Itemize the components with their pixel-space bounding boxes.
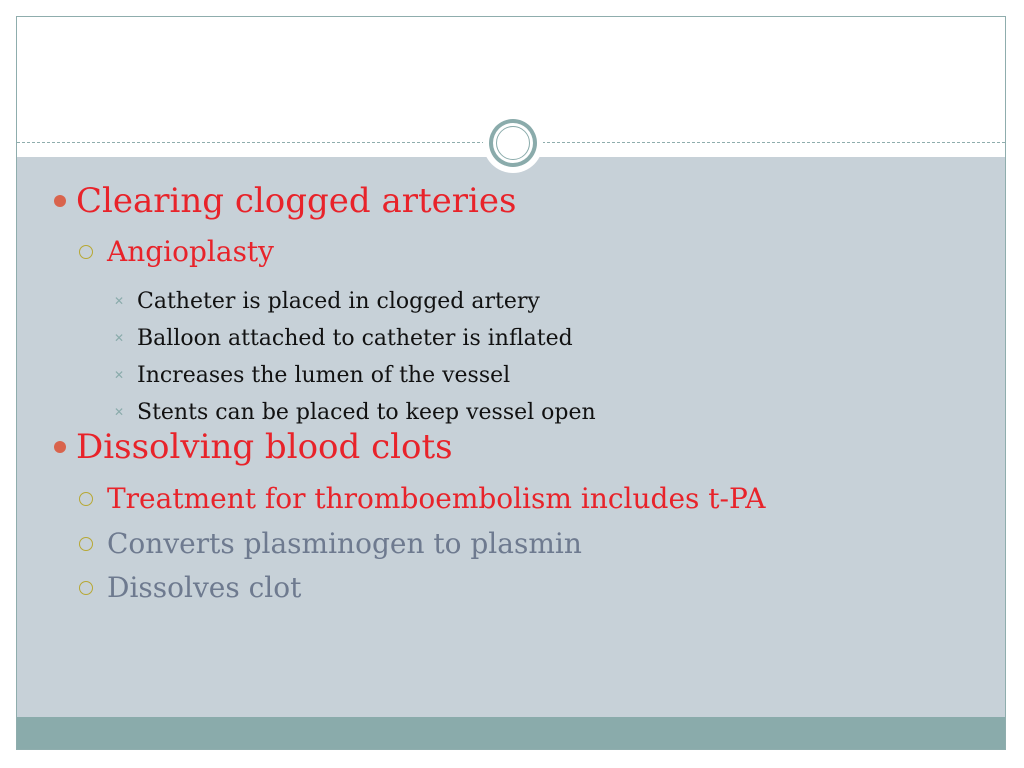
- hollow-circle-bullet-icon: [79, 537, 93, 551]
- bullet-level2: [107, 571, 301, 604]
- bullet-level1: [76, 427, 453, 467]
- bullet-text: Treatment for thromboembolism includes t-PA: [107, 482, 766, 515]
- x-mark-bullet-icon: ✕: [113, 331, 125, 345]
- bullet-level3: [113, 400, 596, 425]
- bullet-level3: [113, 326, 573, 351]
- filled-circle-bullet-icon: [54, 195, 66, 207]
- bullet-level2: [107, 527, 582, 560]
- bullet-text: Stents can be placed to keep vessel open: [137, 400, 596, 425]
- footer-bar: [17, 717, 1005, 750]
- bullet-level2: [107, 235, 274, 268]
- bullet-text: Catheter is placed in clogged artery: [137, 289, 540, 314]
- bullet-level3: [113, 363, 511, 388]
- bullet-text: Converts plasminogen to plasmin: [107, 527, 582, 560]
- bullet-text: Clearing clogged arteries: [76, 181, 517, 221]
- hollow-circle-bullet-icon: [79, 581, 93, 595]
- bullet-list: [17, 157, 1005, 717]
- bullet-level3: [113, 289, 540, 314]
- hollow-circle-bullet-icon: [79, 245, 93, 259]
- ring-ornament-icon: [483, 113, 543, 173]
- hollow-circle-bullet-icon: [79, 492, 93, 506]
- bullet-text: Dissolves clot: [107, 571, 302, 604]
- bullet-text: Dissolving blood clots: [76, 427, 453, 467]
- x-mark-bullet-icon: ✕: [113, 294, 125, 308]
- bullet-level2: [107, 482, 766, 515]
- bullet-level1: [76, 181, 517, 221]
- x-mark-bullet-icon: ✕: [113, 405, 125, 419]
- bullet-text: Balloon attached to catheter is inflated: [137, 326, 573, 351]
- content-area: [17, 157, 1005, 717]
- bullet-text: Angioplasty: [107, 235, 275, 268]
- x-mark-bullet-icon: ✕: [113, 368, 125, 382]
- slide: [16, 16, 1006, 750]
- bullet-text: Increases the lumen of the vessel: [137, 363, 511, 388]
- filled-circle-bullet-icon: [54, 441, 66, 453]
